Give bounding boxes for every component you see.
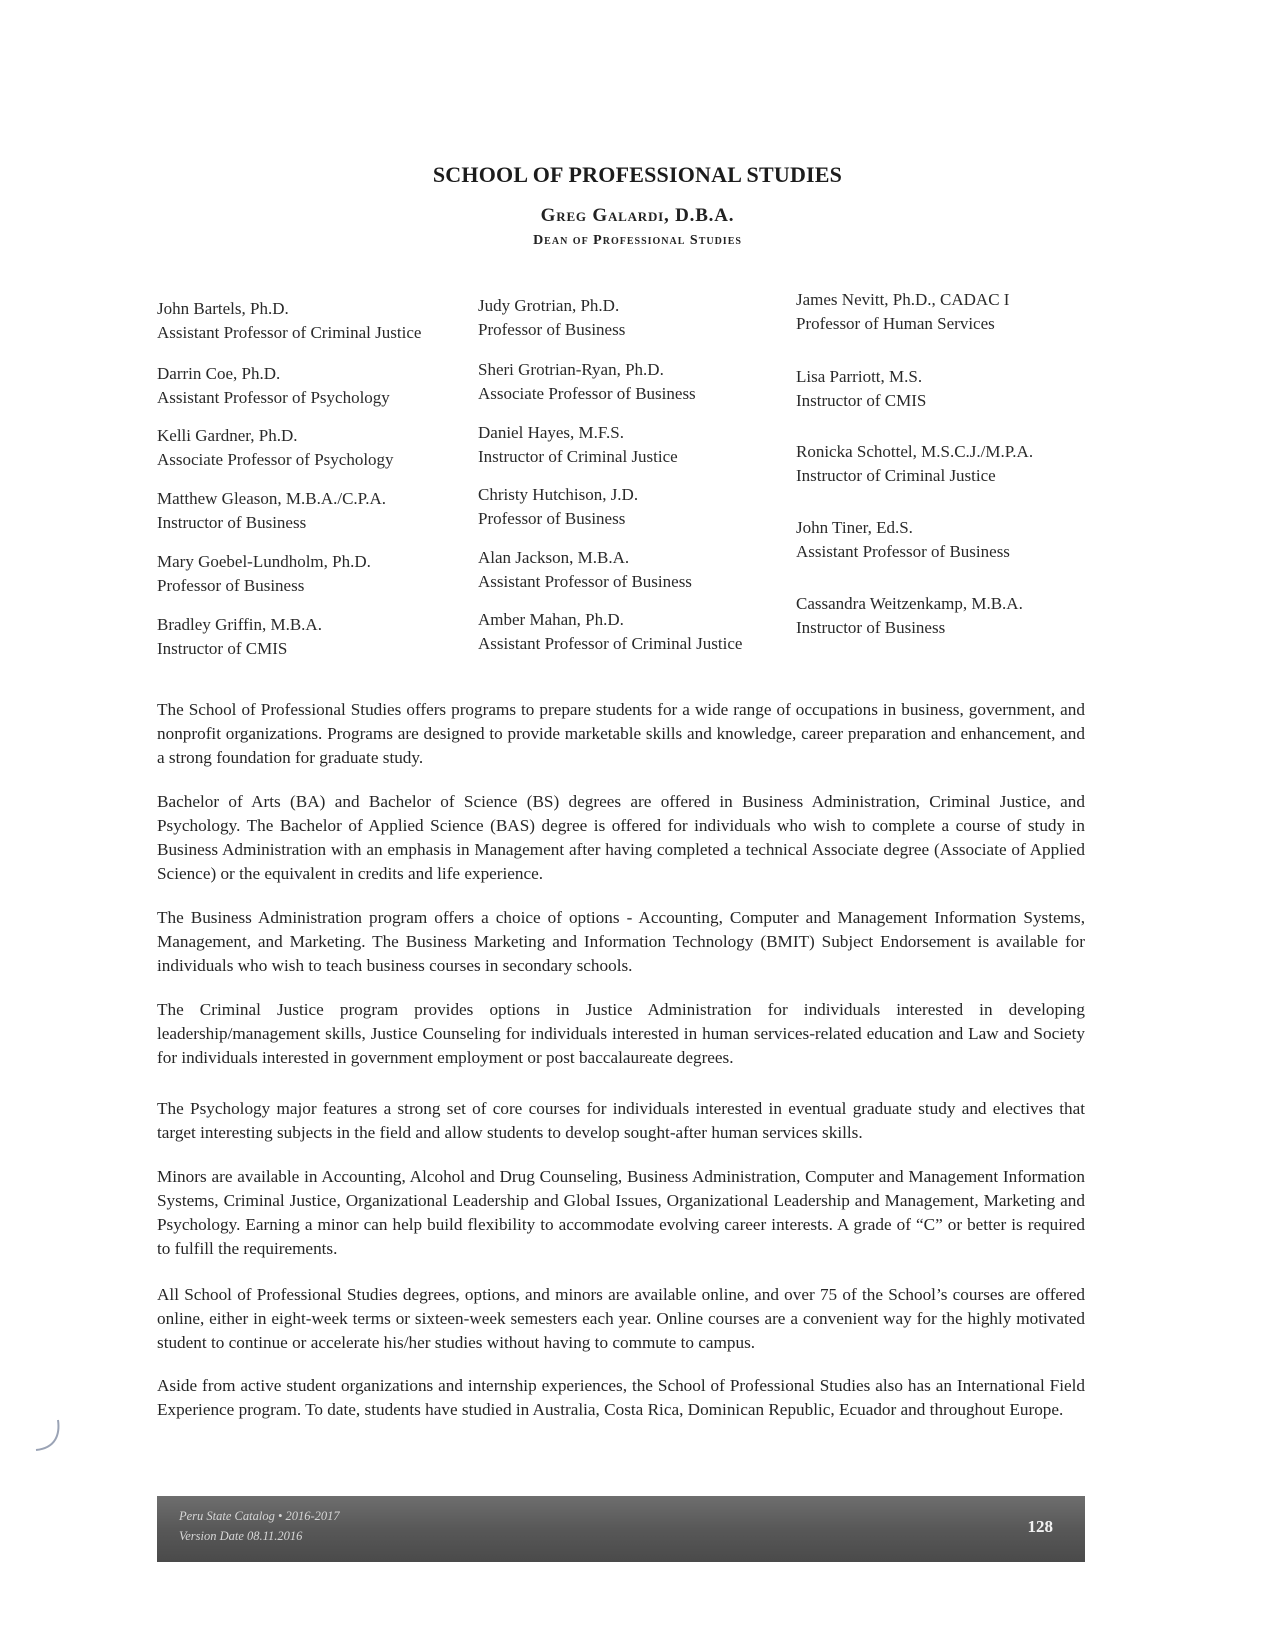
dean-name: Greg Galardi, D.B.A.	[540, 205, 735, 226]
faculty-title: Professor of Business	[478, 509, 626, 528]
faculty-name: Judy Grotrian, Ph.D.	[478, 296, 620, 315]
faculty-name: Lisa Parriott, M.S.	[796, 367, 923, 386]
faculty-title: Instructor of Business	[796, 618, 946, 637]
degrees-paragraph: Bachelor of Arts (BA) and Bachelor of Science (BS) degrees are offered in Business Administration, Criminal Justice, and Psychology. The Bachelor of Applied Science (BAS) degree is offered for individuals who wish to complete a course of study in Business Administration with an emphasis in Management after having completed a technical Associate degree (Associate of Applied Science) or the equivalent in credits and life experience.	[157, 792, 1085, 883]
page-title: SCHOOL OF PROFESSIONAL STUDIES	[432, 162, 843, 187]
faculty-entry	[157, 613, 322, 661]
faculty-title: Professor of Business	[478, 320, 626, 339]
faculty-entry	[478, 546, 692, 594]
faculty-entry	[796, 516, 1010, 564]
faculty-entry	[157, 297, 421, 345]
faculty-entry	[796, 592, 1023, 640]
faculty-entry	[478, 358, 696, 406]
intro-paragraph: The School of Professional Studies offers programs to prepare students for a wide range of occupations in business, government, and nonprofit organizations. Programs are designed to provide marketable skills and knowledge, career preparation and enhancement, and a strong foundation for graduate study.	[157, 700, 1085, 767]
faculty-name: Bradley Griffin, M.B.A.	[157, 615, 322, 634]
minors-paragraph: Minors are available in Accounting, Alcohol and Drug Counseling, Business Administration, Computer and Management Information Systems, Criminal Justice, Organizational Leadership and Global Issues, Organizational Leadership and Management, Marketing and Psychology. Earning a minor can help build flexibility to accommodate evolving career interests. A grade of “C” or better is required to fulfill the requirements.	[157, 1167, 1085, 1258]
faculty-title: Assistant Professor of Business	[796, 542, 1010, 561]
psychology-paragraph: The Psychology major features a strong set of core courses for individuals interested in eventual graduate study and electives that target interesting subjects in the field and allow students to develop sought-after human services skills.	[157, 1099, 1085, 1142]
faculty-entry	[157, 362, 390, 410]
faculty-entry	[796, 365, 926, 413]
criminal-justice-paragraph: The Criminal Justice program provides options in Justice Administration for individuals interested in developing leadership/management skills, Justice Counseling for individuals interested in human services-related education and Law and Society for individuals interested in government employment or post baccalaureate degrees.	[157, 1000, 1085, 1067]
faculty-entry	[796, 440, 1033, 488]
footer-catalog-info	[179, 1506, 340, 1546]
faculty-name: Darrin Coe, Ph.D.	[157, 364, 281, 383]
faculty-name: Christy Hutchison, J.D.	[478, 485, 639, 504]
faculty-title: Assistant Professor of Criminal Justice	[157, 323, 422, 342]
faculty-title: Instructor of CMIS	[796, 391, 927, 410]
faculty-name: Ronicka Schottel, M.S.C.J./M.P.A.	[796, 442, 1034, 461]
faculty-entry	[157, 550, 371, 598]
faculty-title: Assistant Professor of Psychology	[157, 388, 390, 407]
faculty-title: Professor of Human Services	[796, 314, 995, 333]
page-number: 128	[1027, 1517, 1053, 1536]
faculty-name: Matthew Gleason, M.B.A./C.P.A.	[157, 489, 387, 508]
faculty-entry	[157, 487, 386, 535]
faculty-title: Instructor of Criminal Justice	[796, 466, 996, 485]
faculty-name: John Bartels, Ph.D.	[157, 299, 289, 318]
footer-catalog: Peru State Catalog • 2016-2017	[179, 1509, 340, 1523]
faculty-title: Instructor of Business	[157, 513, 307, 532]
faculty-entry	[478, 421, 678, 469]
faculty-name: Amber Mahan, Ph.D.	[478, 610, 624, 629]
faculty-name: Alan Jackson, M.B.A.	[478, 548, 630, 567]
faculty-title: Instructor of Criminal Justice	[478, 447, 678, 466]
faculty-entry	[796, 288, 1009, 336]
faculty-entry	[478, 483, 638, 531]
faculty-title: Associate Professor of Psychology	[157, 450, 394, 469]
faculty-title: Assistant Professor of Business	[478, 572, 692, 591]
footer-version: Version Date 08.11.2016	[179, 1529, 303, 1543]
faculty-name: Kelli Gardner, Ph.D.	[157, 426, 298, 445]
business-paragraph: The Business Administration program offers a choice of options - Accounting, Computer and Management Information Systems, Management, and Marketing. The Business Marketing and Information Technology (BMIT) Subject Endorsement is available for individuals who wish to teach business courses in secondary schools.	[157, 908, 1085, 975]
online-paragraph: All School of Professional Studies degrees, options, and minors are available online, and over 75 of the School’s courses are offered online, either in eight-week terms or sixteen-week semesters each year. Online courses are a convenient way for the highly motivated student to continue or accelerate his/her studies without having to commute to campus.	[157, 1285, 1085, 1352]
faculty-name: Daniel Hayes, M.F.S.	[478, 423, 624, 442]
faculty-title: Associate Professor of Business	[478, 384, 696, 403]
faculty-title: Professor of Business	[157, 576, 305, 595]
faculty-name: John Tiner, Ed.S.	[796, 518, 913, 537]
faculty-name: Mary Goebel-Lundholm, Ph.D.	[157, 552, 371, 571]
dean-title: Dean of Professional Studies	[533, 233, 742, 248]
faculty-entry	[157, 424, 394, 472]
faculty-name: Sheri Grotrian-Ryan, Ph.D.	[478, 360, 664, 379]
faculty-name: Cassandra Weitzenkamp, M.B.A.	[796, 594, 1023, 613]
scan-margin-mark	[32, 1418, 62, 1456]
faculty-name: James Nevitt, Ph.D., CADAC I	[796, 290, 1010, 309]
faculty-entry	[478, 294, 625, 342]
faculty-title: Assistant Professor of Criminal Justice	[478, 634, 743, 653]
footer-bar	[157, 1496, 1085, 1562]
faculty-title: Instructor of CMIS	[157, 639, 288, 658]
faculty-entry	[478, 608, 742, 656]
international-paragraph: Aside from active student organizations and internship experiences, the School of Professional Studies also has an International Field Experience program. To date, students have studied in Australia, Costa Rica, Dominican Republic, Ecuador and throughout Europe.	[157, 1376, 1085, 1419]
